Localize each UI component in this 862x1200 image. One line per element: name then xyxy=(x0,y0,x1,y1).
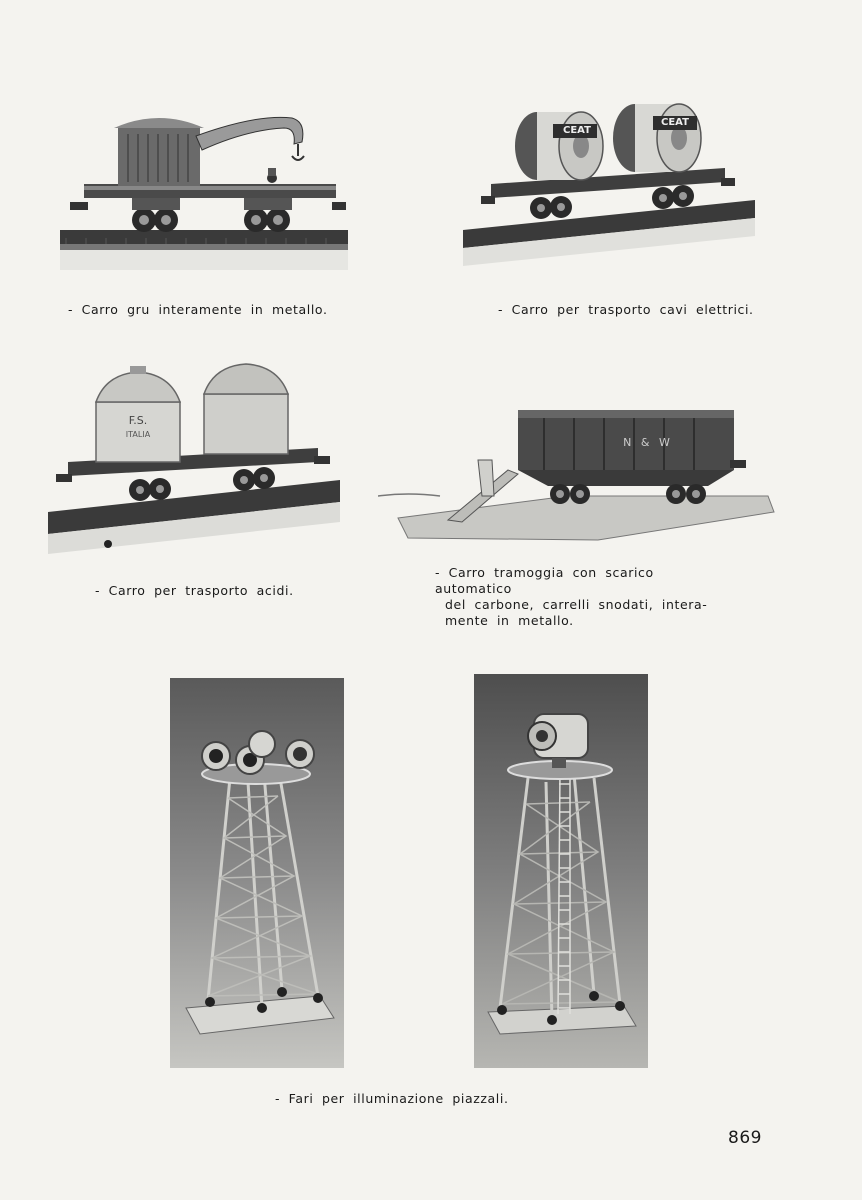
floodlight-tower-photo-left xyxy=(170,678,344,1068)
crane-wagon-illustration xyxy=(56,106,348,278)
cable-drum-label-2: CEAT xyxy=(661,117,689,128)
floodlight-tower-illustration-right xyxy=(474,674,648,1068)
floodlight-tower-illustration-left xyxy=(170,678,344,1068)
acid-tank-label-fs: F.S. xyxy=(128,414,148,427)
hopper-wagon-illustration xyxy=(378,400,780,548)
acid-tank-label-italia: ITALIA xyxy=(125,430,151,439)
floodlights-caption: - Fari per illuminazione piazzali. xyxy=(275,1091,509,1106)
hopper-caption-line-2: del carbone, carrelli snodati, intera- xyxy=(445,597,708,612)
hopper-caption-line-3: mente in metallo. xyxy=(445,613,574,628)
acid-wagon-illustration xyxy=(48,362,340,560)
cable-drum-label-1: CEAT xyxy=(563,125,591,136)
crane-wagon-caption: - Carro gru interamente in metallo. xyxy=(68,302,328,317)
hopper-wagon-photo xyxy=(378,400,780,548)
cable-wagon-illustration xyxy=(463,96,755,274)
hopper-caption-line-1: - Carro tramoggia con scarico automatico xyxy=(435,565,654,596)
cable-wagon-caption: - Carro per trasporto cavi elettrici. xyxy=(498,302,754,317)
crane-wagon-photo xyxy=(56,106,348,278)
hopper-letters: N & W xyxy=(623,436,673,449)
acid-wagon-photo xyxy=(48,362,340,560)
cable-wagon-photo xyxy=(463,96,755,274)
page-number: 869 xyxy=(728,1128,762,1148)
acid-wagon-caption: - Carro per trasporto acidi. xyxy=(95,583,294,598)
hopper-wagon-caption xyxy=(435,565,735,629)
floodlight-tower-photo-right xyxy=(474,674,648,1068)
